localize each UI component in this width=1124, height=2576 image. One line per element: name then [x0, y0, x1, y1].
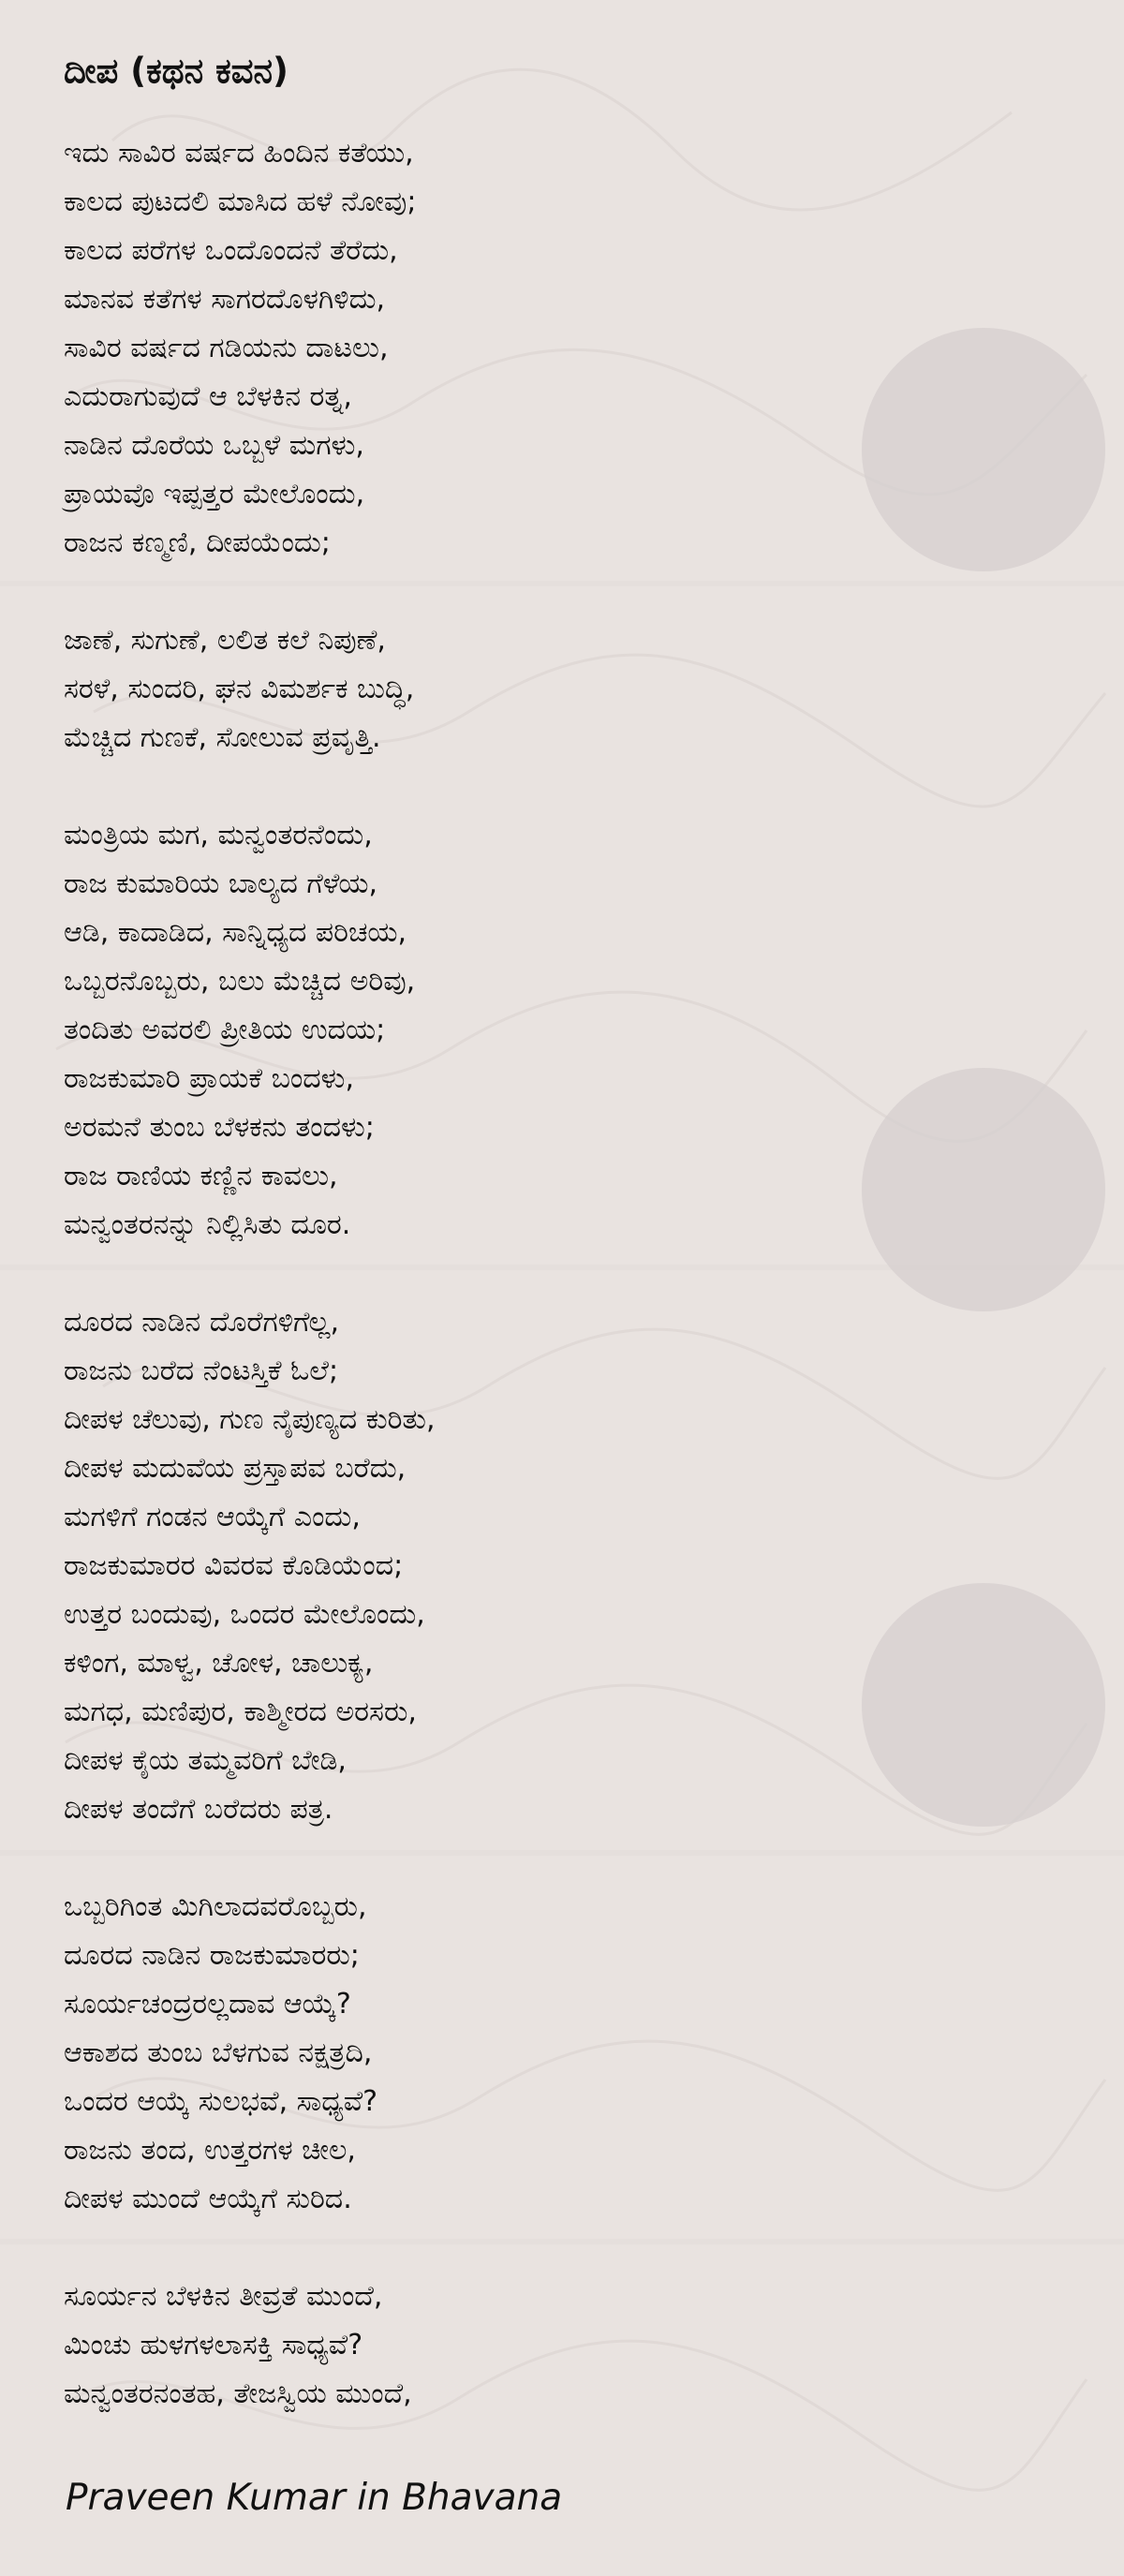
poem-line: ಮಗಳಿಗೆ ಗಂಡನ ಆಯ್ಕೆಗೆ ಎಂದು,	[64, 1501, 361, 1533]
poem-line: ದೂರದ ನಾಡಿನ ರಾಜಕುಮಾರರು;	[64, 1939, 360, 1972]
poem-line: ಅರಮನೆ ತುಂಬ ಬೆಳಕನು ತಂದಳು;	[64, 1111, 375, 1144]
poem-line: ಮಿಂಚು ಹುಳಗಳಲಾಸಕ್ತಿ ಸಾಧ್ಯವೆ?	[64, 2329, 363, 2361]
poem-line: ಮನ್ವಂತರನಂತಹ, ತೇಜಸ್ವಿಯ ಮುಂದೆ,	[64, 2377, 412, 2410]
poem-line: ದೀಪಳ ಕೈಯ ತಮ್ಮವರಿಗೆ ಬೇಡಿ,	[64, 1744, 347, 1777]
poem-line: ಎದುರಾಗುವುದೆ ಆ ಬೆಳಕಿನ ರತ್ನ,	[64, 380, 352, 413]
poem-line: ತಂದಿತು ಅವರಲಿ ಪ್ರೀತಿಯ ಉದಯ;	[64, 1014, 386, 1046]
author-credit: Praveen Kumar in Bhavana	[66, 2477, 563, 2519]
poem-line: ಒಬ್ಬರನೊಬ್ಬರು, ಬಲು ಮೆಚ್ಚಿದ ಅರಿವು,	[64, 965, 416, 998]
poem-line: ಒಬ್ಬರಿಗಿಂತ ಮಿಗಿಲಾದವರೊಬ್ಬರು,	[64, 1890, 367, 1923]
poem-line: ಮಂತ್ರಿಯ ಮಗ, ಮನ್ವಂತರನೆಂದು,	[64, 819, 373, 851]
poem-line: ರಾಜ ರಾಣಿಯ ಕಣ್ಣಿನ ಕಾವಲು,	[64, 1160, 338, 1192]
poem-body	[64, 129, 1057, 2419]
poem-line: ಮಗಧ, ಮಣಿಪುರ, ಕಾಶ್ಮೀರದ ಅರಸರು,	[64, 1695, 417, 1728]
poem-line: ಮಾನವ ಕತೆಗಳ ಸಾಗರದೊಳಗಿಳಿದು,	[64, 283, 386, 316]
poem-line: ದೀಪಳ ಚೆಲುವು, ಗುಣ ನೈಪುಣ್ಯದ ಕುರಿತು,	[64, 1403, 436, 1436]
poem-line: ರಾಜಕುಮಾರಿ ಪ್ರಾಯಕೆ ಬಂದಳು,	[64, 1062, 355, 1095]
poem-line: ಕಾಲದ ಪುಟದಲಿ ಮಾಸಿದ ಹಳೆ ನೋವು;	[64, 185, 417, 218]
stanza	[64, 129, 1057, 568]
poem-line: ರಾಜ ಕುಮಾರಿಯ ಬಾಲ್ಯದ ಗೆಳೆಯ,	[64, 867, 378, 900]
poem-line: ಜಾಣೆ, ಸುಗುಣೆ, ಲಲಿತ ಕಲೆ ನಿಪುಣೆ,	[64, 624, 386, 657]
stanza	[64, 2273, 1057, 2419]
poem-line: ದೀಪಳ ಮುಂದೆ ಆಯ್ಕೆಗೆ ಸುರಿದ.	[64, 2183, 352, 2215]
poem-line: ರಾಜನು ಬರೆದ ನೆಂಟಸ್ತಿಕೆ ಓಲೆ;	[64, 1355, 339, 1387]
poem-line: ಸರಳೆ, ಸುಂದರಿ, ಘನ ವಿಮರ್ಶಕ ಬುದ್ಧಿ,	[64, 673, 415, 705]
poem-line: ಉತ್ತರ ಬಂದುವು, ಒಂದರ ಮೇಲೊಂದು,	[64, 1598, 425, 1631]
poem-line: ಮೆಚ್ಚಿದ ಗುಣಕೆ, ಸೋಲುವ ಪ್ರವೃತ್ತಿ.	[64, 721, 381, 754]
poem-line: ಸಾವಿರ ವರ್ಷದ ಗಡಿಯನು ದಾಟಲು,	[64, 332, 389, 364]
poem-line: ಸೂರ್ಯನ ಬೆಳಕಿನ ತೀವ್ರತೆ ಮುಂದೆ,	[64, 2280, 383, 2313]
poem-line: ಕಾಲದ ಪರೆಗಳ ಒಂದೊಂದನೆ ತೆರೆದು,	[64, 234, 398, 267]
poem-line: ಕಳಿಂಗ, ಮಾಳ್ವ, ಚೋಳ, ಚಾಲುಕ್ಯ,	[64, 1647, 374, 1680]
stanza	[64, 616, 1057, 762]
poem-line: ಸೂರ್ಯಚಂದ್ರರಲ್ಲದಾವ ಆಯ್ಕೆ?	[64, 1988, 351, 2021]
poem-line: ಮನ್ವಂತರನನ್ನು ನಿಲ್ಲಿಸಿತು ದೂರ.	[64, 1208, 351, 1241]
stanza	[64, 811, 1057, 1250]
poem-line: ಇದು ಸಾವಿರ ವರ್ಷದ ಹಿಂದಿನ ಕತೆಯು,	[64, 137, 414, 170]
stanza	[64, 1883, 1057, 2224]
poem-line: ರಾಜನು ತಂದ, ಉತ್ತರಗಳ ಚೀಲ,	[64, 2134, 356, 2167]
poem-line: ದೂರದ ನಾಡಿನ ದೊರೆಗಳಿಗೆಲ್ಲ,	[64, 1306, 340, 1339]
poem-line: ದೀಪಳ ತಂದೆಗೆ ಬರೆದರು ಪತ್ರ.	[64, 1793, 333, 1826]
poem-title: ದೀಪ (ಕಥನ ಕವನ)	[64, 51, 288, 91]
poem-line: ದೀಪಳ ಮದುವೆಯ ಪ್ರಸ್ತಾಪವ ಬರೆದು,	[64, 1452, 407, 1485]
poem-line: ಆಡಿ, ಕಾದಾಡಿದ, ಸಾನ್ನಿಧ್ಯದ ಪರಿಚಯ,	[64, 916, 407, 949]
poem-line: ರಾಜಕುಮಾರರ ವಿವರವ ಕೊಡಿಯೆಂದ;	[64, 1549, 404, 1582]
poem-line: ಆಕಾಶದ ತುಂಬ ಬೆಳಗುವ ನಕ್ಷತ್ರದಿ,	[64, 2036, 373, 2069]
poem-line: ನಾಡಿನ ದೊರೆಯ ಒಬ್ಬಳೆ ಮಗಳು,	[64, 429, 364, 462]
poem-line: ಪ್ರಾಯವೊ ಇಪ್ಪತ್ತರ ಮೇಲೊಂದು,	[64, 478, 365, 511]
poem-line: ರಾಜನ ಕಣ್ಮಣಿ, ದೀಪಯೆಂದು;	[64, 526, 331, 559]
poem-line: ಒಂದರ ಆಯ್ಕೆ ಸುಲಭವೆ, ಸಾಧ್ಯವೆ?	[64, 2085, 378, 2118]
stanza	[64, 1298, 1057, 1834]
poem-container	[64, 43, 1057, 2467]
